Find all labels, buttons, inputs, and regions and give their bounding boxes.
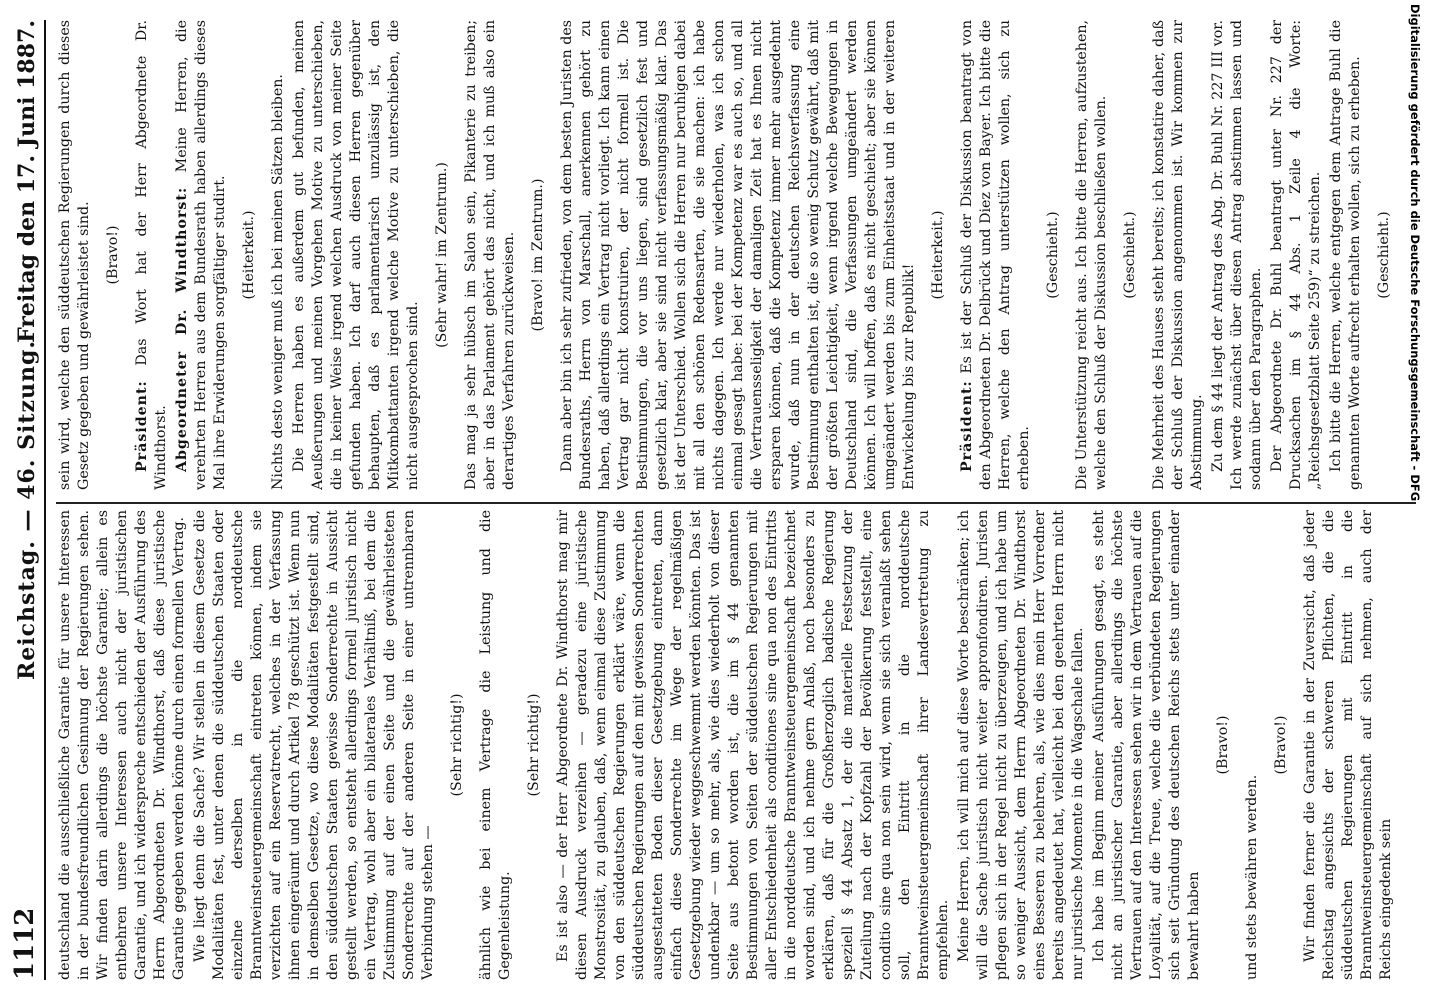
text-paragraph: Der Abgeordnete Dr. Buhl beantragt unter Nr. 227 der Drucksachen im § 44 Abs. 1 Zeile 4 die Worte: „Reichsgesetzblatt Seite 259)“ zu streichen.: [1269, 20, 1323, 490]
interjection-remark: (Bravo! im Zentrum.): [530, 178, 546, 332]
speech-paragraph: [173, 20, 230, 490]
interjection-remark: (Bravo!): [1273, 715, 1289, 775]
header-rule: [44, 20, 46, 980]
text-paragraph: deutschland die ausschließliche Garantie für unsere Interessen in der bundesfreundlichen Gesinnung der Regierungen sehen. Wir finden darin allerdings die höchste Garantie; allein es entbehren unsere Interessen auch nicht der juristischen Garantie, und ich widerspreche entschieden der Ausführung des Herrn Abgeordneten Dr. Windthorst, daß diese juristische Garantie gegeben werden könne durch einen formellen Vertrag.: [57, 510, 187, 980]
speech-text: Es ist der Schluß der Diskussion beantragt von den Abgeordneten Dr. Delbrück und Diez von Bayer. Ich bitte die Herren, welche den Antrag unterstützen wollen, sich zu erheben.: [959, 20, 1032, 490]
interjection-remark: (Sehr richtig!): [449, 693, 465, 797]
text-paragraph: Die Mehrheit des Hauses steht bereits; ich konstatire daher, daß der Schluß der Diskussion angenommen ist. Wir kommen zur Abstimmung.: [1151, 20, 1205, 490]
page-number: 1112: [10, 907, 40, 980]
text-paragraph: Meine Herren, ich will mich auf diese Worte beschränken; ich will die Sache juristisch nicht weiter appronfondiren. Juristen pflegen sich in der Regel nicht zu überzeugen, und ich habe um so weniger Aussicht, dem Herrn Abgeordneten Dr. Windthorst eines Besseren zu belehren, als, wie dies mein Herr Vorredner bereits angedeutet hat, vielleicht bei den geehrten Herrn nicht nur juristische Momente in die Wagschale fallen.: [956, 510, 1086, 980]
interjection-remark: (Geschieht.): [1045, 211, 1061, 299]
text-paragraph: Die Unterstützung reicht aus. Ich bitte die Herren, aufzustehen, welche den Schluß der Diskussion beschließen wollen.: [1074, 20, 1109, 490]
interjection-remark: (Geschieht.): [1376, 211, 1392, 299]
interjection-remark: (Sehr wahr! im Zentrum.): [434, 162, 450, 348]
speaker-name: Abgeordneter Dr. Windthorst:: [174, 186, 190, 472]
interjection-remark: (Sehr richtig!): [526, 693, 542, 797]
text-paragraph: Zu dem § 44 liegt der Antrag des Abg. Dr. Buhl Nr. 227 III vor. Ich werde zunächst über diesen Antrag abstimmen lassen und sodann über den Paragraphen.: [1210, 20, 1264, 490]
header-left-title: Reichstag. — 46. Sitzung.: [14, 339, 40, 680]
text-paragraph: Dann aber bin ich sehr zufrieden, von dem besten Juristen des Bundesraths, Herrn von Marschall, anerkennen gehört zu haben, daß allerdings ein Vertrag nicht vorliegt. Ich kann einen Vertrag gar nicht konstruiren, der nicht formell ist. Die Bestimmungen, die vor uns liegen, sind gesetzlich fest und gesetzlich klar, aber sie sind nicht verfassungsmäßig klar. Das ist der Unterschied. Wollen sich die Herren nur beruhigen dabei mit all den schönen Redensarten, die sie machen: ich habe nichts dagegen. Ich werde nur wiederholen, was ich schon einmal gesagt habe: bei der Kompetenz war es auch so, und all die Vertrauensseligkeit der damaligen Zeit hat es Ihnen nicht ersparen können, daß die Kompetenz immer mehr ausgedehnt wurde, daß nun in der deutschen Reichsverfassung eine Bestimmung enthalten ist, die so wenig Schutz gewährt, daß mit der größten Leichtigkeit, wenn irgend welche Bewegungen in Deutschland sind, die Verfassungen umgeändert werden können. Ich will hoffen, daß es nicht geschieht; aber sie können umgeändert werden bis zum Einheitsstaat und in der weiteren Entwickelung bis zur Republik!: [559, 20, 917, 490]
text-paragraph: Nichts desto weniger muß ich bei meinen Sätzen bleiben.: [270, 74, 286, 490]
text-paragraph: Wir finden ferner die Garantie in der Zuversicht, daß jeder Reichstag angesichts der schweren Pflichten, die die süddeutschen Regierungen mit Eintritt in die Branntweinsteuergemeinschaft auf sich nehmen, auch der Reichs eingedenk sein: [1302, 510, 1394, 980]
text-paragraph: Es ist also — der Herr Abgeordnete Dr. Windthorst mag mir diesen Ausdruck verzeihen — geradezu eine juristische Monstrosität, zu glauben, daß, wenn einmal diese Zustimmung von den süddeutschen Regierungen erklärt wäre, wenn die süddeutschen Regierungen auf den mit gewissen Sonderrechten ausgestatteten Boden dieser Gesetzgebung eintreten, dann einfach diese Sonderrechte im Wege der regelmäßigen Gesetzgebung wieder weggeschwemmt werden könnten. Das ist undenkbar — um so mehr, als, wie dies wiederholt von dieser Seite aus betont worden ist, die im § 44 genannten Bestimmungen von Seiten der süddeutschen Regierungen mit aller Entschiedenheit als conditiones sine qua non des Eintritts in die norddeutsche Branntweinsteuergemeinschaft bezeichnet worden sind, und ich nehme gern Anlaß, noch besonders zu erklären, daß für die Großherzoglich badische Regierung speziell § 44 Absatz 1, der die materielle Festsetzung der Zuteilung nach der Kopfzahl der Bevölkerung feststellt, eine conditio sine qua non sein wird, wenn sie sich veranlaßt sehen soll, den Eintritt in die norddeutsche Branntweinsteuergemeinschaft ihrer Landesvertretung zu empfehlen.: [555, 510, 951, 980]
text-paragraph: Die Herren haben es außerdem gut befunden, meinen Aeußerungen und meinen Vorgehen Motive zu unterschieben, die in keiner Weise irgend welchen Ausdruck von meiner Seite gefunden haben. Ich darf auch diesen Herren gegenüber behaupten, daß es parlamentarisch unzulässig ist, den Mitkombattanten irgend welche Motive zu unterschieben, die nicht ausgesprochen sind.: [291, 20, 421, 490]
column-divider: [56, 502, 1416, 504]
text-paragraph: Ich habe im Beginn meiner Ausführungen gesagt, es steht nicht an juristischer Garantie, aber allerdings die höchste Vertrauen auf den Interessen sehen wir in dem Vertrauen auf die Loyalität, auf die Treue, welche die verbündeten Regierungen sich seit Gründung des deutschen Reichs stets unter einander bewahrt haben: [1091, 510, 1202, 980]
header-right-title: Freitag den 17. Juni 1887.: [14, 20, 40, 343]
interjection-remark: (Heiterkeit.): [241, 210, 257, 300]
digitization-text: Digitalisierung gefördert durch die Deutsche Forschungsgemeinschaft - DFG: [1408, 4, 1422, 502]
speech-paragraph: [133, 20, 171, 490]
interjection-remark: (Geschieht.): [1122, 211, 1138, 299]
speech-text: Das Wort hat der Herr Abgeordnete Dr. Windthorst.: [134, 20, 169, 490]
interjection-remark: (Bravo!): [1215, 715, 1231, 775]
left-column: [56, 510, 1416, 980]
speech-text: Meine Herren, die verehrten Herren aus dem Bundesrath haben allerdings dieses Mal ihre Erwiderungen sorgfältiger studirt.: [174, 20, 228, 490]
page-header: [6, 20, 46, 980]
text-paragraph: und stets bewähren werden.: [1244, 774, 1260, 980]
speaker-name: Präsident:: [134, 380, 150, 472]
digitization-note: [1408, 4, 1430, 764]
interjection-remark: (Bravo!): [105, 225, 121, 285]
text-paragraph: Das mag ja sehr hübsch im Salon sein, Pikanterie zu treiben; aber in das Parlament gehört das nicht, und ich muß also ein derartiges Verfahren zurückweisen.: [463, 20, 517, 490]
text-paragraph: Wie liegt denn die Sache? Wir stellen in diesem Gesetze die Modalitäten fest, unter denen die süddeutschen Staaten oder einzelne derselben in die norddeutsche Branntweinsteuergemeinschaft eintreten können, indem sie verzichten auf ein Reservatrecht, welches in der Verfassung ihnen eingeräumt und durch Artikel 78 geschützt ist. Wenn nun in demselben Gesetze, wo diese Modalitäten festgestellt sind, den süddeutschen Staaten gewisse Sonderrechte in Aussicht gestellt werden, so entsteht allerdings formell juristisch nicht ein Vertrag, wohl aber ein bilaterales Verhältniß, bei dem die Zustimmung auf der einen Seite und die gewährleisteten Sonderrechte auf der anderen Seite in einer untrennbaren Verbindung stehen —: [192, 510, 436, 980]
text-paragraph: sein wird, welche den süddeutschen Regierungen durch dieses Gesetz gegeben und gewährleistet sind.: [57, 20, 92, 490]
interjection-remark: (Heiterkeit.): [930, 210, 946, 300]
speech-paragraph: [958, 20, 1034, 490]
text-paragraph: ähnlich wie bei einem Vertrage die Leistung und die Gegenleistung.: [478, 510, 513, 980]
text-paragraph: Ich bitte die Herren, welche entgegen dem Antrage Buhl die genannten Worte aufrecht erhalten wollen, sich zu erheben.: [1328, 20, 1363, 490]
speaker-name: Präsident:: [959, 380, 975, 472]
right-column: [56, 20, 1416, 490]
